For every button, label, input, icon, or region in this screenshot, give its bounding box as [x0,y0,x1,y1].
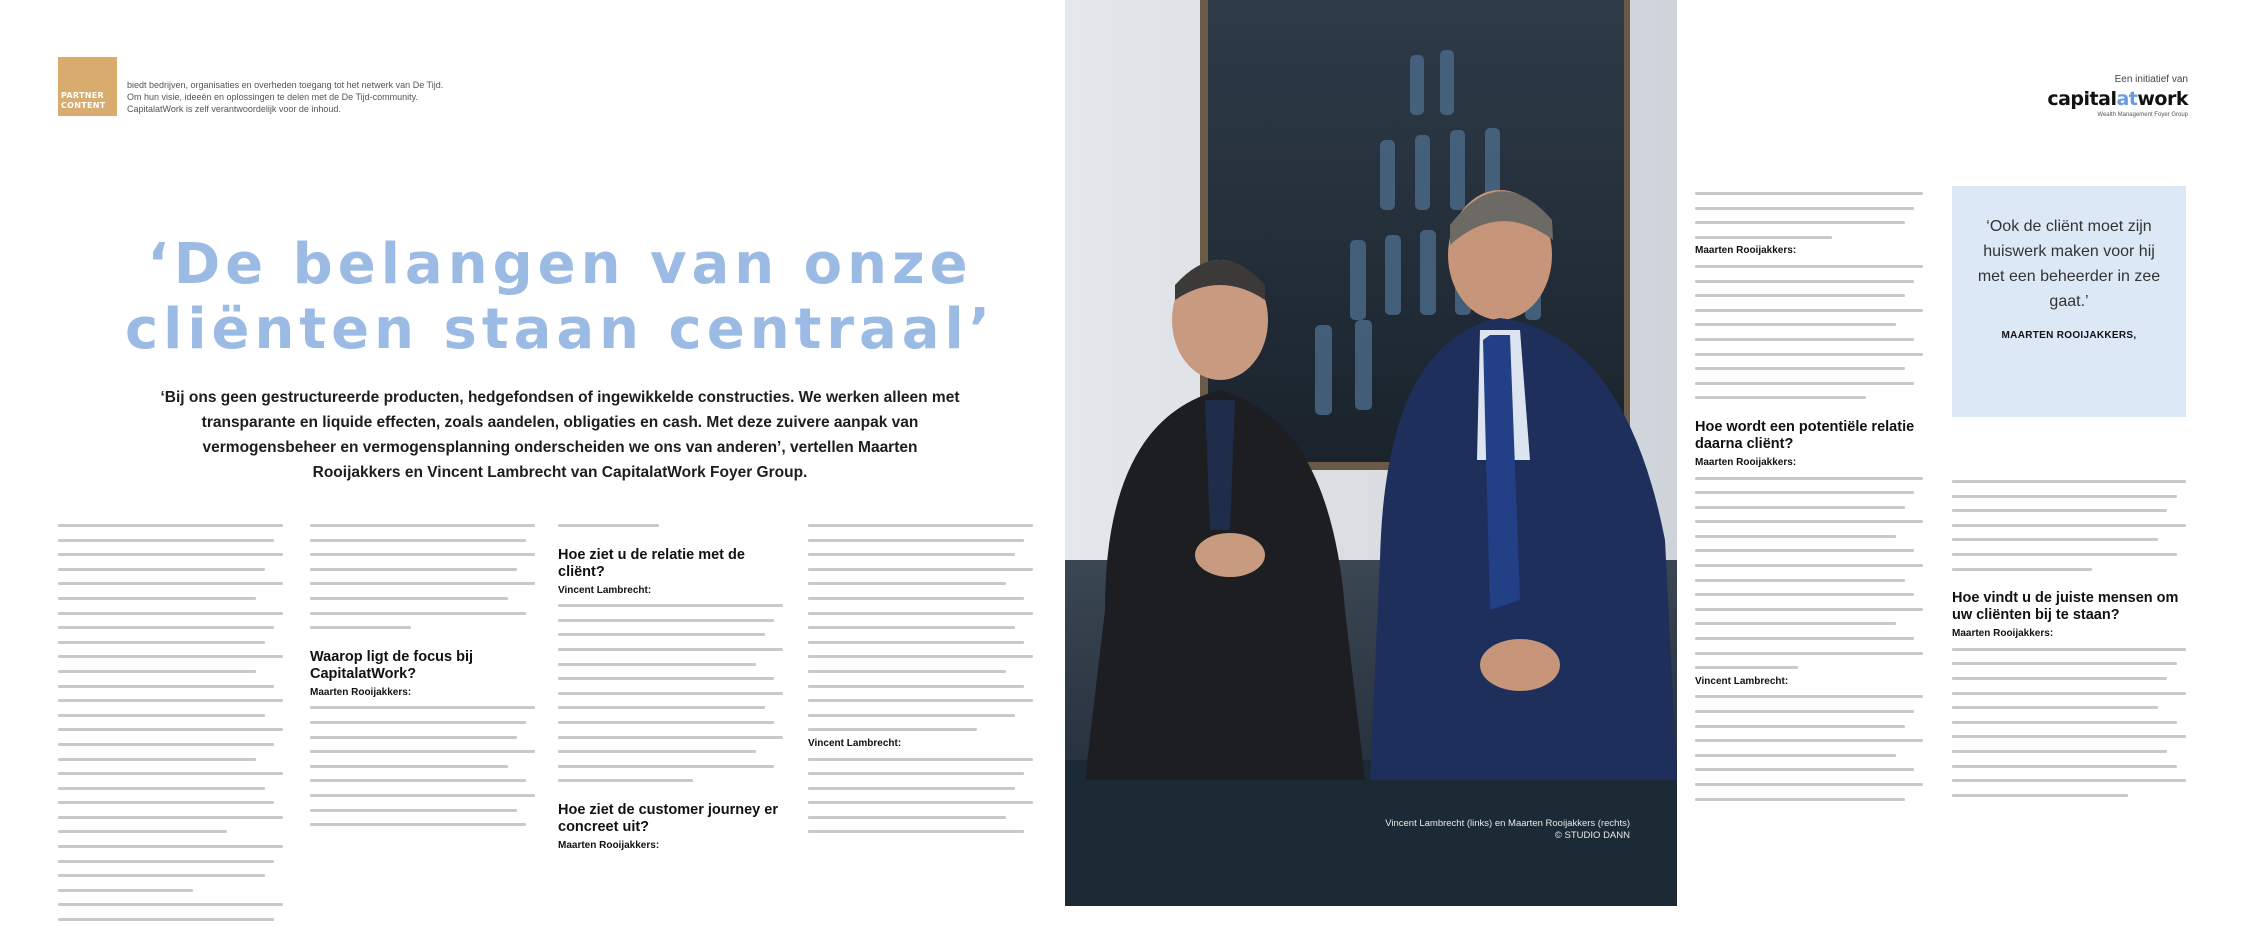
speaker-label: Vincent Lambrecht: [808,737,902,749]
logo-part-a: capital [2047,88,2117,110]
capitalatwork-logo [2040,88,2188,110]
speaker-label: Maarten Rooijakkers: [1695,456,1797,468]
pull-quote [1952,186,2186,417]
caption-names: Vincent Lambrecht (links) en Maarten Rooijakkers (rechts) [1385,818,1630,829]
article-intro: ‘Bij ons geen gestructureerde producten, hedgefondsen of ingewikkelde constructies. We werken alleen met transparante en liquide effecten, zoals aandelen, obligaties en cash. Met deze zuivere aanpak van vermogensbeheer en vermogensplanning onderscheiden we ons van anderen’, vertellen Maarten Rooijakkers en Vincent Lambrecht van CapitalatWork Foyer Group. [160,389,960,481]
subheading-relatie: Hoe ziet u de relatie met de cliënt? [558,546,745,580]
speaker-label: Maarten Rooijakkers: [1952,628,2054,640]
body-column-2 [310,518,535,832]
badge-line1: PARTNER [61,91,104,100]
badge-line2: CONTENT [61,101,106,110]
article-headline [80,232,1040,362]
body-column-4 [808,518,1033,839]
logo-subtitle: Wealth Management Foyer Group [2097,112,2188,118]
body-column-3 [558,518,783,854]
subheading-potentiele-relatie: Hoe wordt een potentiële relatie daarna cliënt? [1695,418,1915,452]
caption-credit: © STUDIO DANN [1554,830,1630,841]
headline-line2: cliënten staan centraal’ [124,297,996,362]
photo-caption [1370,818,1630,842]
body-column-5 [1695,186,1923,806]
speaker-label: Maarten Rooijakkers: [1695,245,1797,257]
speaker-label: Vincent Lambrecht: [1695,675,1789,687]
subheading-customer-journey: Hoe ziet de customer journey er concreet uit? [558,801,778,835]
subheading-juiste-mensen: Hoe vindt u de juiste mensen om uw cliënten bij te staan? [1952,590,2179,624]
speaker-label: Maarten Rooijakkers: [310,686,412,698]
logo-part-c: work [2137,88,2188,110]
partner-disclaimer: biedt bedrijven, organisaties en overheden toegang tot het netwerk van De Tijd. Om hun visie, ideeën en oplossingen te delen met de De Tijd-community. CapitalatWork is zelf verantwoordelijk voor de inhoud. [127,80,444,114]
body-column-6 [1952,474,2186,802]
partner-content-badge [58,57,117,116]
speaker-label: Vincent Lambrecht: [558,584,652,596]
headline-line1: ‘De belangen van onze [147,232,973,297]
portrait-image [1065,0,1677,906]
pull-quote-text: ‘Ook de cliënt moet zijn huiswerk maken voor hij met een beheerder in zee gaat.’ [1977,218,2161,310]
interview-photo [1065,0,1677,906]
logo-part-at: at [2116,88,2138,110]
subheading-focus: Waarop ligt de focus bij CapitalatWork? [310,648,473,682]
speaker-label: Maarten Rooijakkers: [558,839,660,851]
body-column-1 [58,518,283,927]
initiatief-label: Een initiatief van [2114,74,2188,85]
pull-quote-author: MAARTEN ROOIJAKKERS, [2001,330,2137,341]
